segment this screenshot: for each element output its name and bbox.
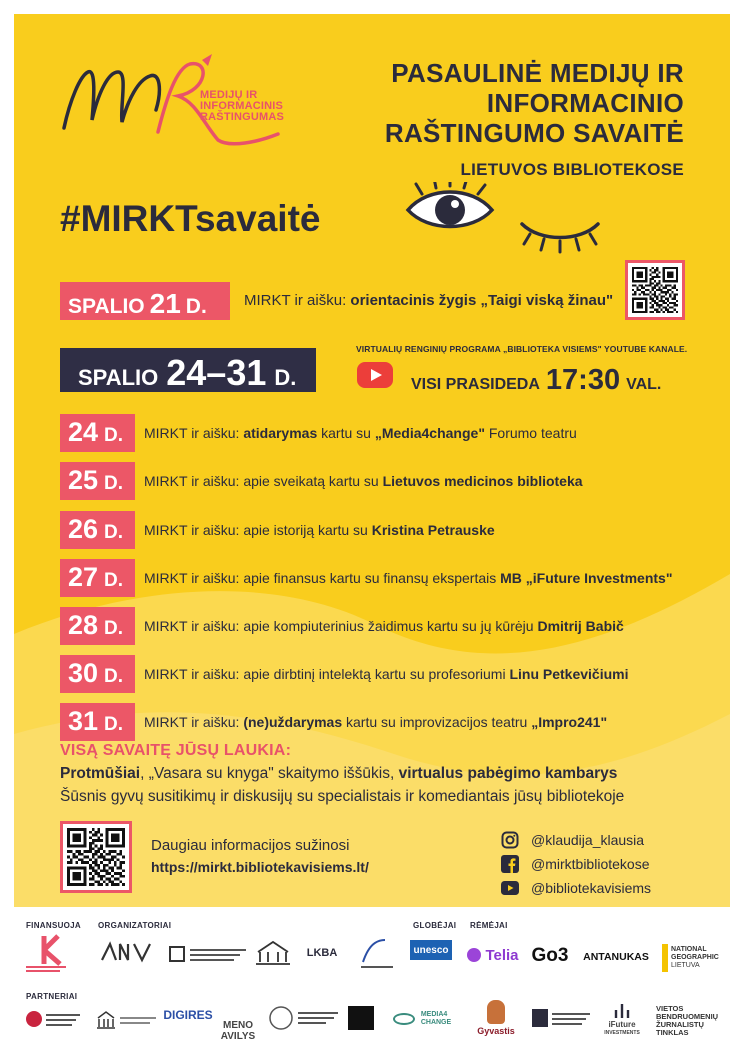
date-range-badge	[60, 348, 316, 392]
date-suffix: D.	[185, 295, 207, 318]
day-suffix: D.	[104, 473, 124, 494]
organizer-logo-5-icon	[355, 936, 399, 974]
lkba-logo: LKBA	[306, 947, 338, 959]
day-suffix: D.	[104, 425, 124, 446]
day-tail: Forumo teatru	[484, 425, 577, 441]
date-prefix: SPALIO	[68, 295, 145, 318]
day-bold-1: atidarymas	[243, 425, 318, 441]
vbzt-line-2: BENDRUOMENIŲ	[656, 1012, 719, 1021]
day-bold-2: Lietuvos medicinos biblioteka	[382, 473, 583, 489]
qr-code-icon	[67, 828, 125, 886]
start-time-unit: VAL.	[626, 376, 662, 393]
day-lead: MIRKT ir aišku: apie dirbtinį intelektą kartu su profesoriumi	[144, 666, 510, 682]
event-21-text	[244, 292, 613, 309]
day-number: 31	[68, 706, 99, 736]
caption-organizers: ORGANIZATORIAI	[98, 921, 172, 930]
facebook-icon	[501, 855, 519, 873]
day-description	[144, 618, 624, 634]
day-bold-2: Kristina Petrauske	[371, 522, 495, 538]
unesco-logo: unesco	[410, 940, 452, 960]
more-info-label: Daugiau informacijos sužinosi	[151, 837, 350, 854]
page-title	[344, 58, 684, 148]
day-description	[144, 425, 577, 441]
social-handle: @bibliotekavisiems	[531, 880, 652, 896]
ifuture-line-1: iFuture	[608, 1020, 636, 1029]
organizer-logo-1-icon	[98, 940, 156, 966]
gyvastis-text: Gyvastis	[477, 1026, 515, 1036]
logo-line-2: INFORMACINIS	[200, 100, 284, 112]
antanukas-logo: ANTANUKAS	[583, 951, 649, 963]
day-badge	[60, 607, 135, 645]
all-week-line-1	[60, 765, 617, 783]
caption-patrons: GLOBĖJAI	[413, 921, 457, 930]
day-suffix: D.	[104, 714, 124, 735]
range-prefix: SPALIO	[78, 365, 159, 390]
all-week-b1: Protmūšiai	[60, 765, 141, 782]
caption-funders: FINANSUOJA	[26, 921, 82, 930]
day-number: 26	[68, 514, 99, 544]
day-number: 28	[68, 610, 99, 640]
day-mid: kartu su improvizacijos teatru	[342, 714, 532, 730]
media4change-eye-icon	[393, 1013, 415, 1025]
date-number: 21	[149, 288, 181, 319]
natgeo-logo	[662, 944, 724, 972]
title-line-2: INFORMACINIO	[486, 88, 684, 118]
vdu-logo-icon	[268, 1004, 340, 1032]
meno-line-2: AVILYS	[220, 1031, 256, 1042]
qr-code-icon	[632, 267, 678, 313]
meno-line-1: MENO	[223, 1020, 253, 1031]
start-time-value: 17:30	[545, 364, 621, 396]
event-21-title: orientacinis žygis „Taigi viską žinau"	[350, 292, 614, 309]
day-badge	[60, 414, 135, 452]
media-line-2: CHANGE	[420, 1019, 452, 1026]
partner-logo-1-icon	[24, 1008, 82, 1030]
day-number: 25	[68, 465, 99, 495]
vbzt-line-4: TINKLAS	[656, 1028, 689, 1037]
day-suffix: D.	[104, 522, 124, 543]
day-bold-1: (ne)uždarymas	[243, 714, 343, 730]
ministry-logo-icon	[24, 934, 74, 976]
social-instagram[interactable]	[501, 831, 644, 849]
day-suffix: D.	[104, 618, 124, 639]
vbzt-line-1: VIETOS	[656, 1004, 684, 1013]
range-number: 24–31	[166, 352, 267, 393]
telia-icon	[467, 948, 481, 962]
day-suffix: D.	[104, 570, 124, 591]
day-bold-2: „Media4change"	[374, 425, 485, 441]
caption-sponsors: RĖMĖJAI	[470, 921, 508, 930]
range-suffix: D.	[274, 365, 297, 390]
hashtag: #MIRKTsavaitė	[60, 198, 321, 239]
logo-text	[200, 90, 284, 123]
gyvastis-hand-icon	[487, 1000, 505, 1024]
ifuture-line-2: INVESTMENTS	[604, 1030, 640, 1036]
ifuture-logo	[600, 996, 644, 1038]
natgeo-line-3: LIETUVA	[671, 962, 700, 969]
caption-partners: PARTNERIAI	[26, 992, 78, 1001]
event-21-lead: MIRKT ir aišku:	[244, 292, 351, 309]
all-week-t1: , „Vasara su knyga" skaitymo iššūkis,	[140, 765, 399, 782]
day-bold-2: MB „iFuture Investments"	[500, 570, 673, 586]
day-badge	[60, 511, 135, 549]
title-line-1: PASAULINĖ MEDIJŲ IR	[391, 58, 684, 88]
start-label: VISI PRASIDEDA	[411, 376, 540, 393]
more-info-link[interactable]: https://mirkt.bibliotekavisiems.lt/	[151, 859, 369, 875]
gyvastis-logo	[474, 994, 518, 1036]
vbzt-line-3: ŽURNALISTŲ	[656, 1020, 704, 1029]
start-time	[411, 364, 661, 397]
youtube-icon	[501, 879, 519, 897]
telia-text: Telia	[485, 946, 519, 964]
partner-logo-dark-icon	[348, 1006, 374, 1030]
day-description	[144, 666, 629, 682]
day-lead: MIRKT ir aišku: apie sveikatą kartu su	[144, 473, 383, 489]
day-lead: MIRKT ir aišku: apie finansus kartu su finansų ekspertais	[144, 570, 501, 586]
title-line-3: RAŠTINGUMO SAVAITĖ	[384, 118, 684, 148]
social-youtube[interactable]	[501, 879, 651, 897]
day-bold-2: Dmitrij Babič	[537, 618, 624, 634]
social-facebook[interactable]	[501, 855, 649, 873]
all-week-line-2: Šūsnis gyvų susitikimų ir diskusijų su specialistais ir komediantais jūsų bibliotekoje	[60, 788, 625, 805]
natgeo-line-2: GEOGRAPHIC	[671, 954, 719, 961]
vbzt-logo	[656, 1004, 736, 1038]
day-badge	[60, 655, 135, 693]
day-description	[144, 522, 495, 538]
day-lead: MIRKT ir aišku: apie kompiuterinius žaidimus kartu su jų kūrėju	[144, 618, 538, 634]
all-week-heading: VISĄ SAVAITĘ JŪSŲ LAUKIA:	[60, 742, 292, 759]
day-number: 30	[68, 658, 99, 688]
day-description	[144, 473, 583, 489]
media4change-logo	[386, 1008, 458, 1030]
qr-code-top[interactable]	[625, 260, 685, 320]
organizer-logo-3-icon	[252, 940, 294, 968]
social-handle: @klaudija_klausia	[531, 832, 645, 848]
ifuture-symbol-icon	[612, 1002, 632, 1020]
partner-logo-cri-icon	[530, 1006, 592, 1030]
digires-logo: DIGIRES	[163, 1008, 213, 1022]
day-mid: kartu su	[317, 425, 375, 441]
media4change-text	[421, 1011, 451, 1027]
poster	[14, 14, 730, 907]
virtual-program-note: VIRTUALIŲ RENGINIŲ PROGRAMA „BIBLIOTEKA VISIEMS" YOUTUBE KANALE.	[356, 344, 688, 354]
go3-logo: Go3	[531, 945, 569, 966]
logo-line-3: RAŠTINGUMAS	[200, 111, 285, 123]
day-bold-2: Linu Petkevičiumi	[509, 666, 629, 682]
instagram-icon	[501, 831, 519, 849]
media-line-1: MEDIA4	[420, 1011, 448, 1018]
organizer-logo-2-icon	[168, 944, 248, 964]
eyes-icon	[404, 182, 614, 262]
day-description	[144, 570, 672, 586]
day-badge	[60, 703, 135, 741]
day-lead: MIRKT ir aišku:	[144, 714, 244, 730]
all-week-b2: virtualus pabėgimo kambarys	[398, 765, 618, 782]
day-lead: MIRKT ir aišku: apie istoriją kartu su	[144, 522, 372, 538]
partner-logo-2-icon	[96, 1010, 158, 1030]
telia-logo	[465, 945, 521, 965]
page-subtitle: LIETUVOS BIBLIOTEKOSE	[460, 160, 684, 179]
day-number: 27	[68, 562, 99, 592]
day-badge	[60, 559, 135, 597]
qr-code-bottom[interactable]	[60, 821, 132, 893]
day-bold-2: „Impro241"	[531, 714, 608, 730]
day-lead: MIRKT ir aišku:	[144, 425, 244, 441]
meno-avilys-logo	[222, 998, 254, 1042]
day-badge	[60, 462, 135, 500]
day-number: 24	[68, 417, 99, 447]
youtube-play-icon[interactable]	[357, 362, 393, 388]
day-description	[144, 714, 607, 730]
date-badge-21	[60, 282, 230, 320]
day-suffix: D.	[104, 666, 124, 687]
logo-line-1: MEDIJŲ IR	[200, 89, 258, 101]
natgeo-line-1: NATIONAL	[671, 946, 707, 953]
social-handle: @mirktbibliotekose	[531, 856, 650, 872]
